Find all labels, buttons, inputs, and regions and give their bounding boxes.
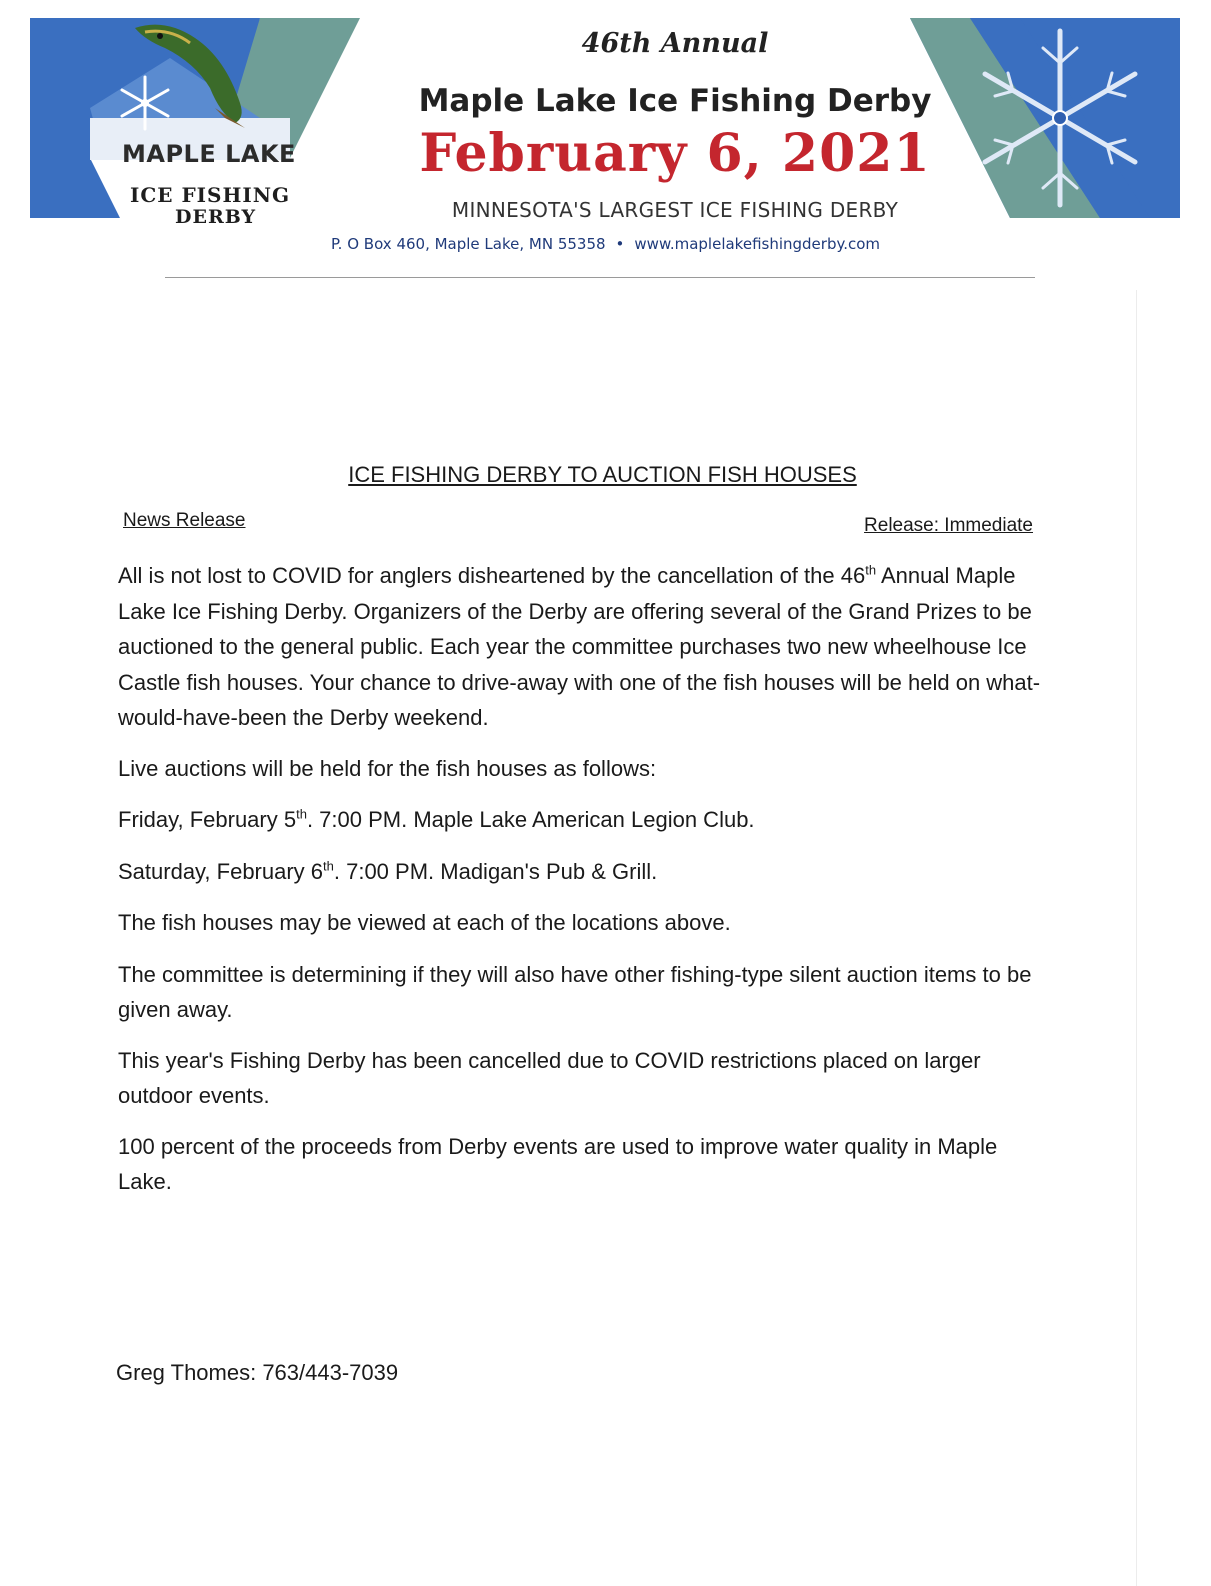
saturday-ordinal: th (323, 858, 334, 874)
friday-ordinal: th (296, 806, 307, 822)
intro-text-b: Annual Maple Lake Ice Fishing Derby. Organizers of the Derby are offering several of the Grand Prizes to be auctioned to the general public. Each year the committee purchases two new wheelhouse Ice Castle fish houses. Your chance to drive-away with one of the fish houses will be held on what-would-have-been the Derby weekend. (118, 563, 1041, 730)
release-immediate-label: Release: Immediate (864, 515, 1033, 536)
paragraph-cancelled: This year's Fishing Derby has been cancelled due to COVID restrictions placed on larger outdoor events. (118, 1047, 981, 1108)
friday-text-b: . 7:00 PM. Maple Lake American Legion Club. (306, 807, 755, 832)
separator-dot: • (615, 235, 625, 253)
intro-ordinal: th (865, 562, 877, 578)
logo-snowflake-icon (115, 73, 175, 133)
paragraph-silent-auction: The committee is determining if they will also have other fishing-type silent auction items to be given away. (118, 961, 1032, 1022)
derby-title: Maple Lake Ice Fishing Derby (418, 83, 932, 119)
paragraph-auctions: Live auctions will be held for the fish houses as follows: (118, 755, 657, 781)
release-headline: ICE FISHING DERBY TO AUCTION FISH HOUSES (348, 462, 857, 487)
snowflake-icon (965, 23, 1155, 213)
banner-center (380, 18, 970, 222)
header-banner (30, 18, 1180, 228)
contact-line: Greg Thomes: 763/443-7039 (116, 1360, 399, 1385)
annual-label: 46th Annual (581, 28, 769, 59)
paragraph-friday (118, 802, 1048, 838)
derby-date: February 6, 2021 (419, 123, 931, 184)
scan-edge (1136, 290, 1137, 1586)
saturday-text-b: . 7:00 PM. Madigan's Pub & Grill. (333, 858, 658, 884)
friday-text-a: Friday, February 5 (118, 807, 297, 832)
postal-address: P. O Box 460, Maple Lake, MN 55358 (330, 235, 606, 253)
logo-maple-lake: MAPLE LAKE (122, 140, 296, 168)
logo-ice-fishing: ICE FISHING (130, 183, 291, 207)
paragraph-proceeds: 100 percent of the proceeds from Derby events are used to improve water quality in Maple Lake. (118, 1133, 998, 1194)
paragraph-saturday (118, 854, 1048, 890)
logo-derby: DERBY (175, 206, 257, 228)
address-line (0, 235, 1211, 253)
paragraph-intro (118, 558, 1048, 736)
saturday-text-a: Saturday, February 6 (118, 858, 324, 884)
derby-tagline: MINNESOTA'S LARGEST ICE FISHING DERBY (451, 198, 899, 222)
paragraph-viewing: The fish houses may be viewed at each of the locations above. (118, 910, 731, 935)
website-link[interactable]: www.maplelakefishingderby.com (634, 235, 881, 253)
release-body (118, 558, 1048, 1215)
intro-text-a: All is not lost to COVID for anglers disheartened by the cancellation of the 46 (118, 563, 866, 588)
news-release-label: News Release (123, 510, 246, 531)
header-divider (165, 277, 1035, 278)
